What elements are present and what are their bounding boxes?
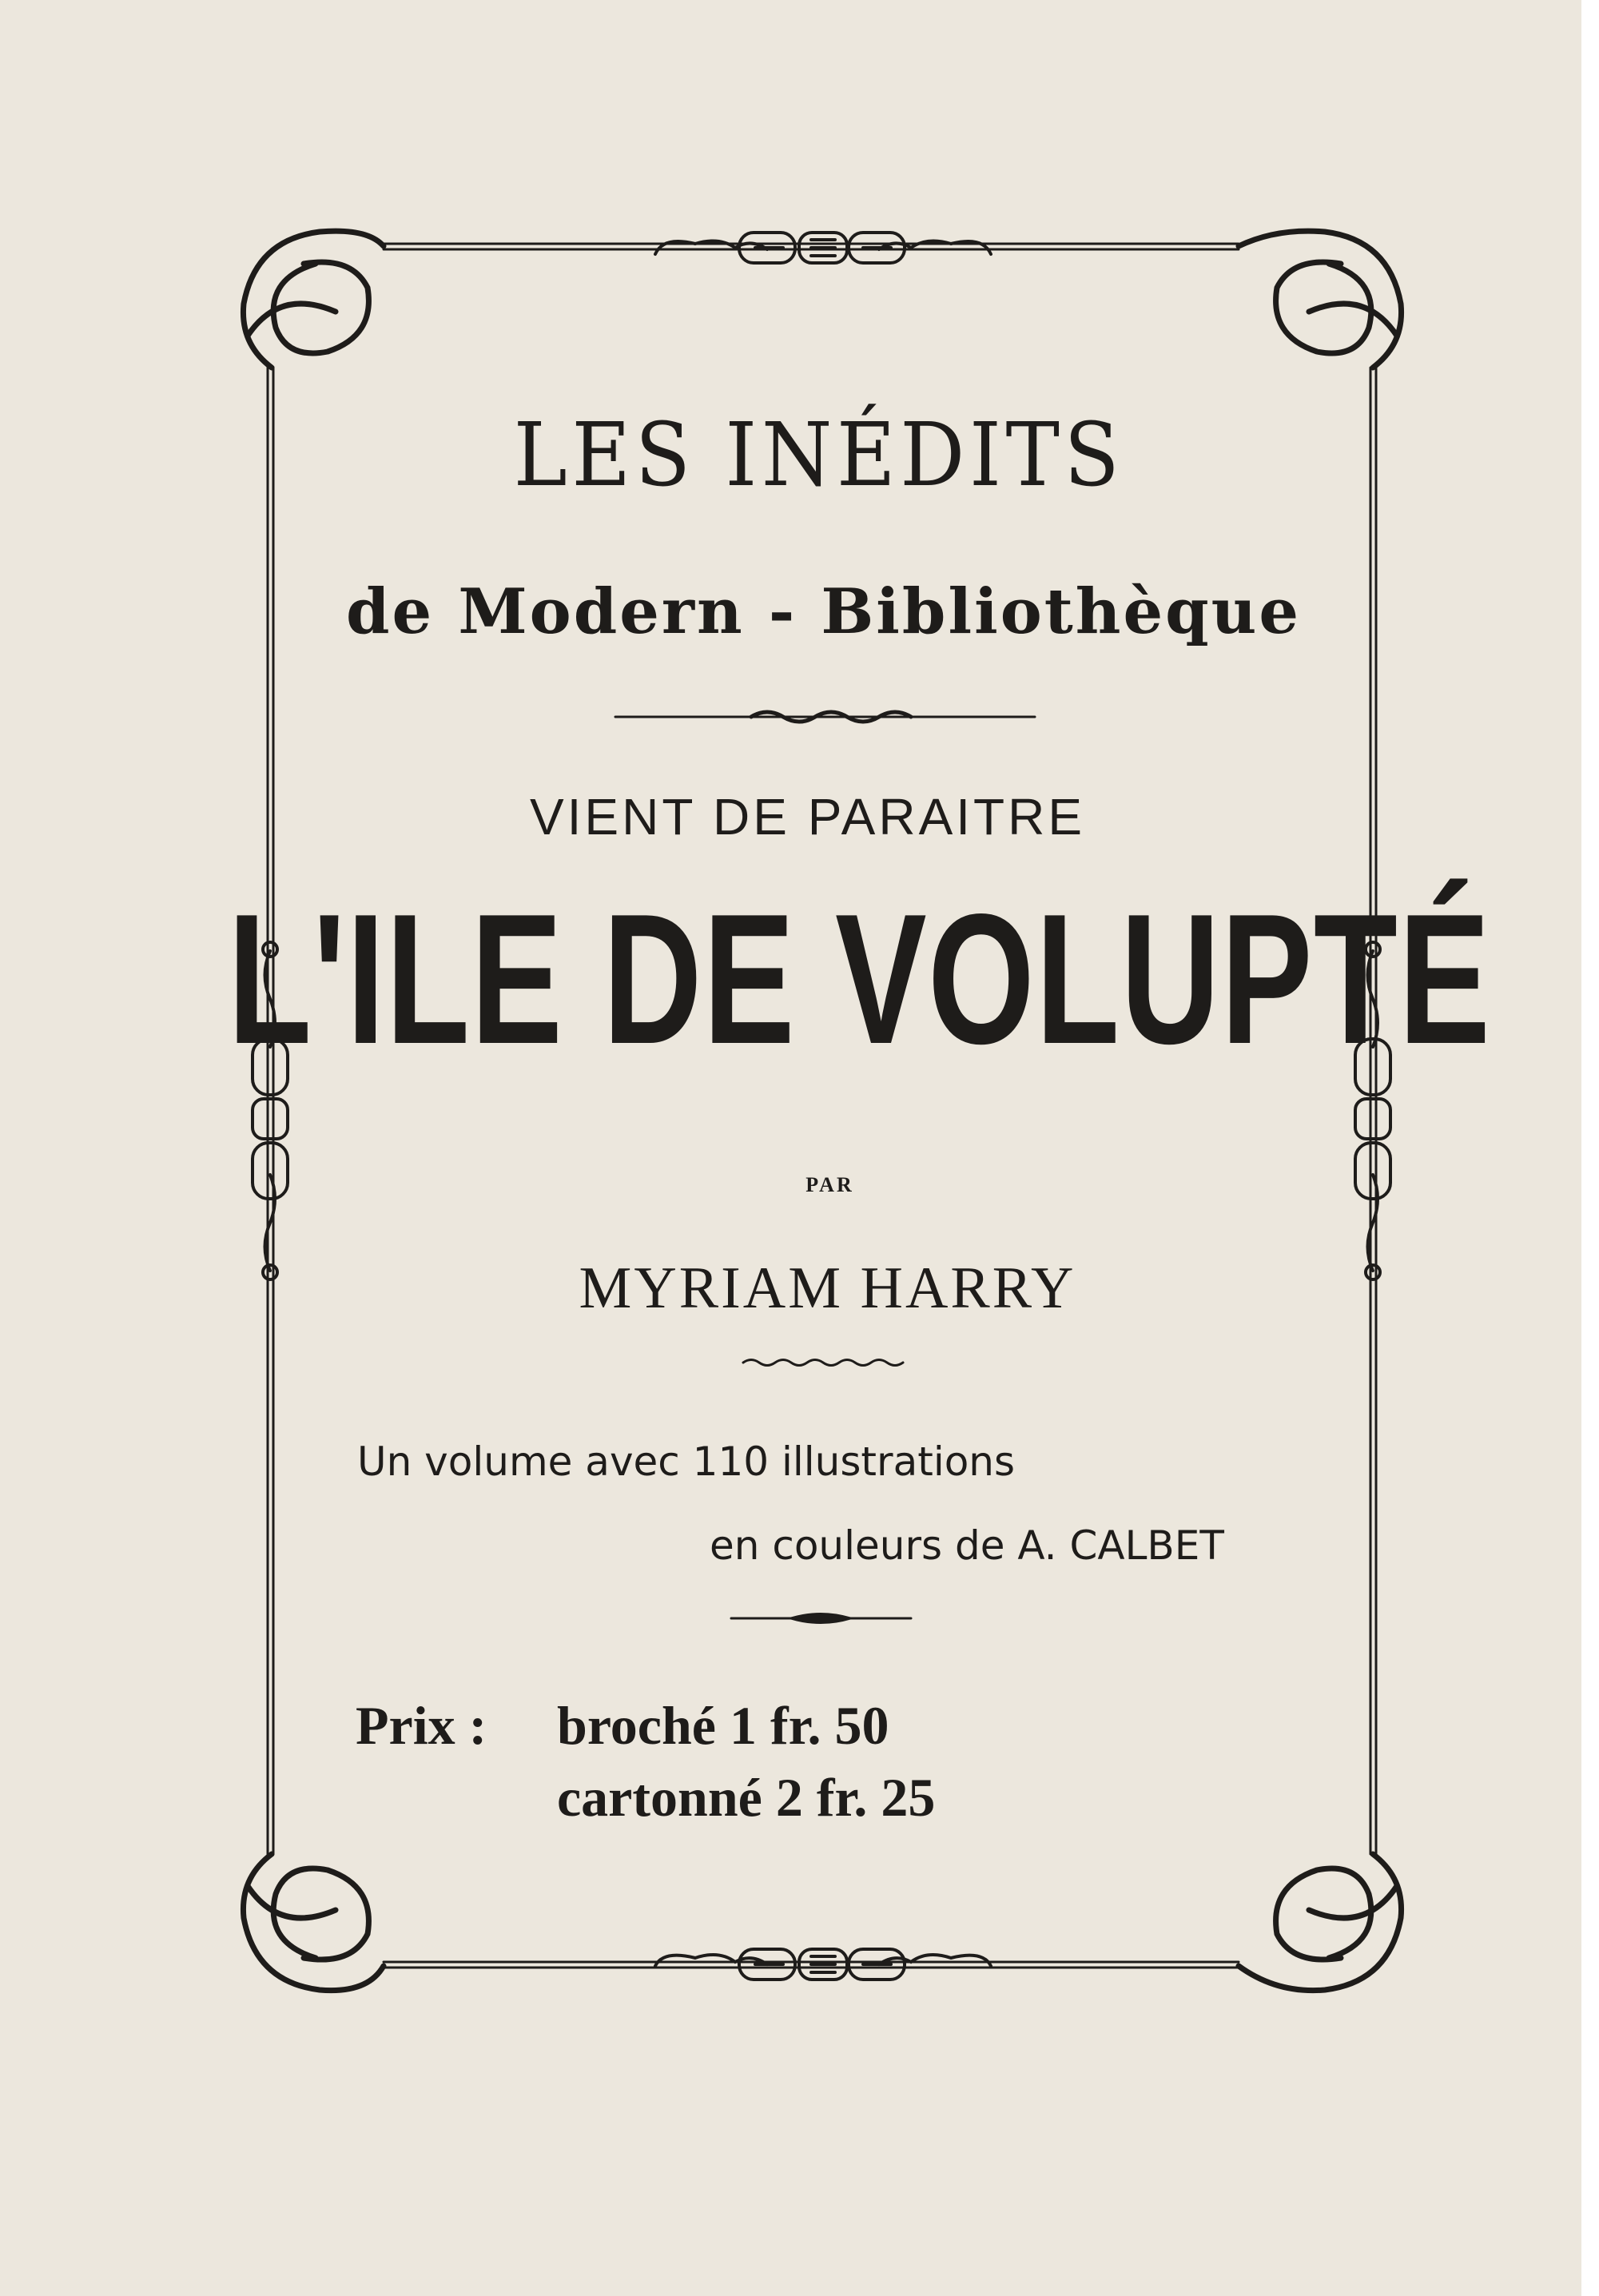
book-title: L'ILE DE VOLUPTÉ xyxy=(228,876,1492,1083)
description-line-1: Un volume avec 110 illustrations xyxy=(357,1438,1016,1485)
price-cartonne: cartonné 2 fr. 25 xyxy=(557,1767,936,1828)
celtic-knot-icon xyxy=(1239,1854,1402,1991)
price-broche: broché 1 fr. 50 xyxy=(557,1695,889,1756)
chain-link-icon xyxy=(655,233,991,263)
by-label: PAR xyxy=(805,1173,854,1196)
celtic-knot-icon xyxy=(1239,231,1402,368)
flourish-icon xyxy=(743,1360,903,1366)
description-line-2: en couleurs de A. CALBET xyxy=(710,1522,1224,1569)
flourish-icon xyxy=(731,1614,911,1623)
celtic-knot-icon xyxy=(243,1854,384,1991)
announcement: VIENT DE PARAITRE xyxy=(529,788,1086,846)
chain-link-icon xyxy=(655,1949,991,1980)
celtic-knot-icon xyxy=(243,231,384,368)
flourish-icon xyxy=(615,712,1035,722)
series-subtitle: de Modern - Bibliothèque xyxy=(346,575,1301,648)
author-name: MYRIAM HARRY xyxy=(579,1255,1076,1321)
series-title: LES INÉDITS xyxy=(513,404,1124,506)
price-label: Prix : xyxy=(356,1695,487,1756)
